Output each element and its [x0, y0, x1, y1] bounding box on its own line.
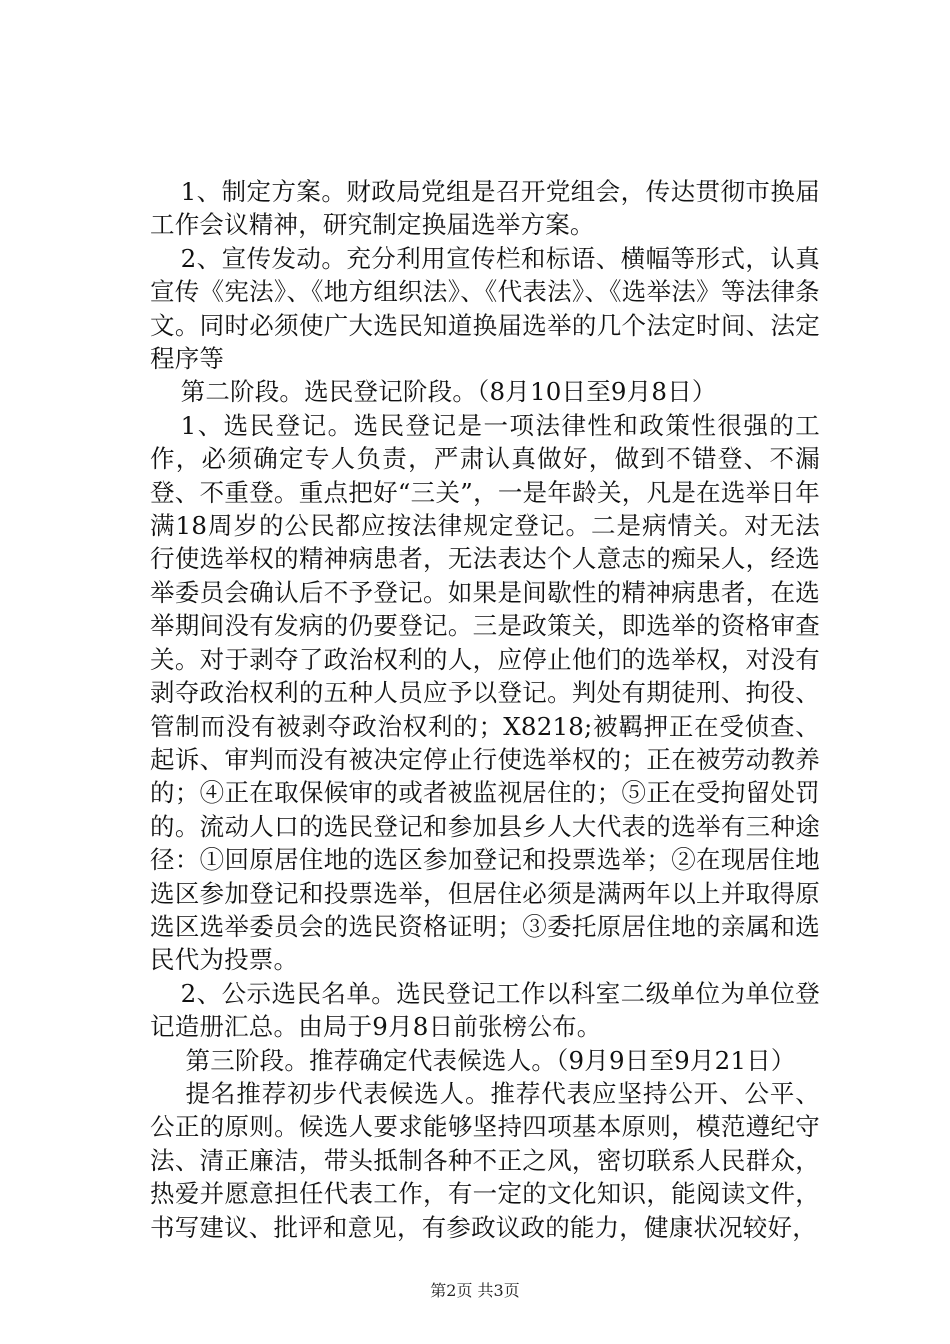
page-number-footer: 第2页 共3页: [430, 1281, 520, 1300]
paragraph-candidate-nomination: 提名推荐初步代表候选人。推荐代表应坚持公开、公平、公正的原则。候选人要求能够坚持四项基本原则，模范遵纪守法、清正廉洁，带头抵制各种不正之风，密切联系人民群众，热爱并愿意担任代表工作，有一定的文化知识，能阅读文件，书写建议、批评和意见，有参政议政的能力，健康状况较好，: [150, 1078, 820, 1242]
paragraph-stage-two-heading: 第二阶段。选民登记阶段。（8月10日至9月8日）: [180, 377, 717, 407]
paragraph-plan: 1、制定方案。财政局党组是召开党组会，传达贯彻市换届工作会议精神，研究制定换届选举方案。: [150, 177, 820, 240]
document-body: [150, 175, 820, 1244]
paragraph-publicity: 2、宣传发动。充分利用宣传栏和标语、横幅等形式，认真宣传《宪法》、《地方组织法》、《代表法》、《选举法》等法律条文。同时必须使广大选民知道换届选举的几个法定时间、法定程序等: [150, 243, 820, 374]
paragraph-voter-list: 2、公示选民名单。选民登记工作以科室二级单位为单位登记造册汇总。由局于9月8日前张榜公布。: [150, 978, 820, 1042]
paragraph-voter-registration: 1、选民登记。选民登记是一项法律性和政策性很强的工作，必须确定专人负责，严肃认真做好，做到不错登、不漏登、不重登。重点把好“三关”，一是年龄关，凡是在选举日年满18周岁的公民都应按法律规定登记。二是病情关。对无法行使选举权的精神病患者，无法表达个人意志的痴呆人，经选举委员会确认后不予登记。如果是间歇性的精神病患者，在选举期间没有发病的仍要登记。三是政策关，即选举的资格审查关。对于剥夺了政治权利的人，应停止他们的选举权，对没有剥夺政治权利的五种人员应予以登记。判处有期徒刑、拘役、管制而没有被剥夺政治权利的；X8218;被羁押正在受侦查、起诉、审判而没有被决定停止行使选举权的；正在被劳动教养的；④正在取保候审的或者被监视居住的；⑤正在受拘留处罚的。流动人口的选民登记和参加县乡人大代表的选举有三种途径：①回原居住地的选区参加登记和投票选举；②在现居住地选区参加登记和投票选举，但居住必须是满两年以上并取得原选区选举委员会的选民资格证明；③委托原居住地的亲属和选民代为投票。: [150, 410, 820, 975]
paragraph-stage-three-heading: 第三阶段。推荐确定代表候选人。（9月9日至9月21日）: [185, 1045, 796, 1075]
